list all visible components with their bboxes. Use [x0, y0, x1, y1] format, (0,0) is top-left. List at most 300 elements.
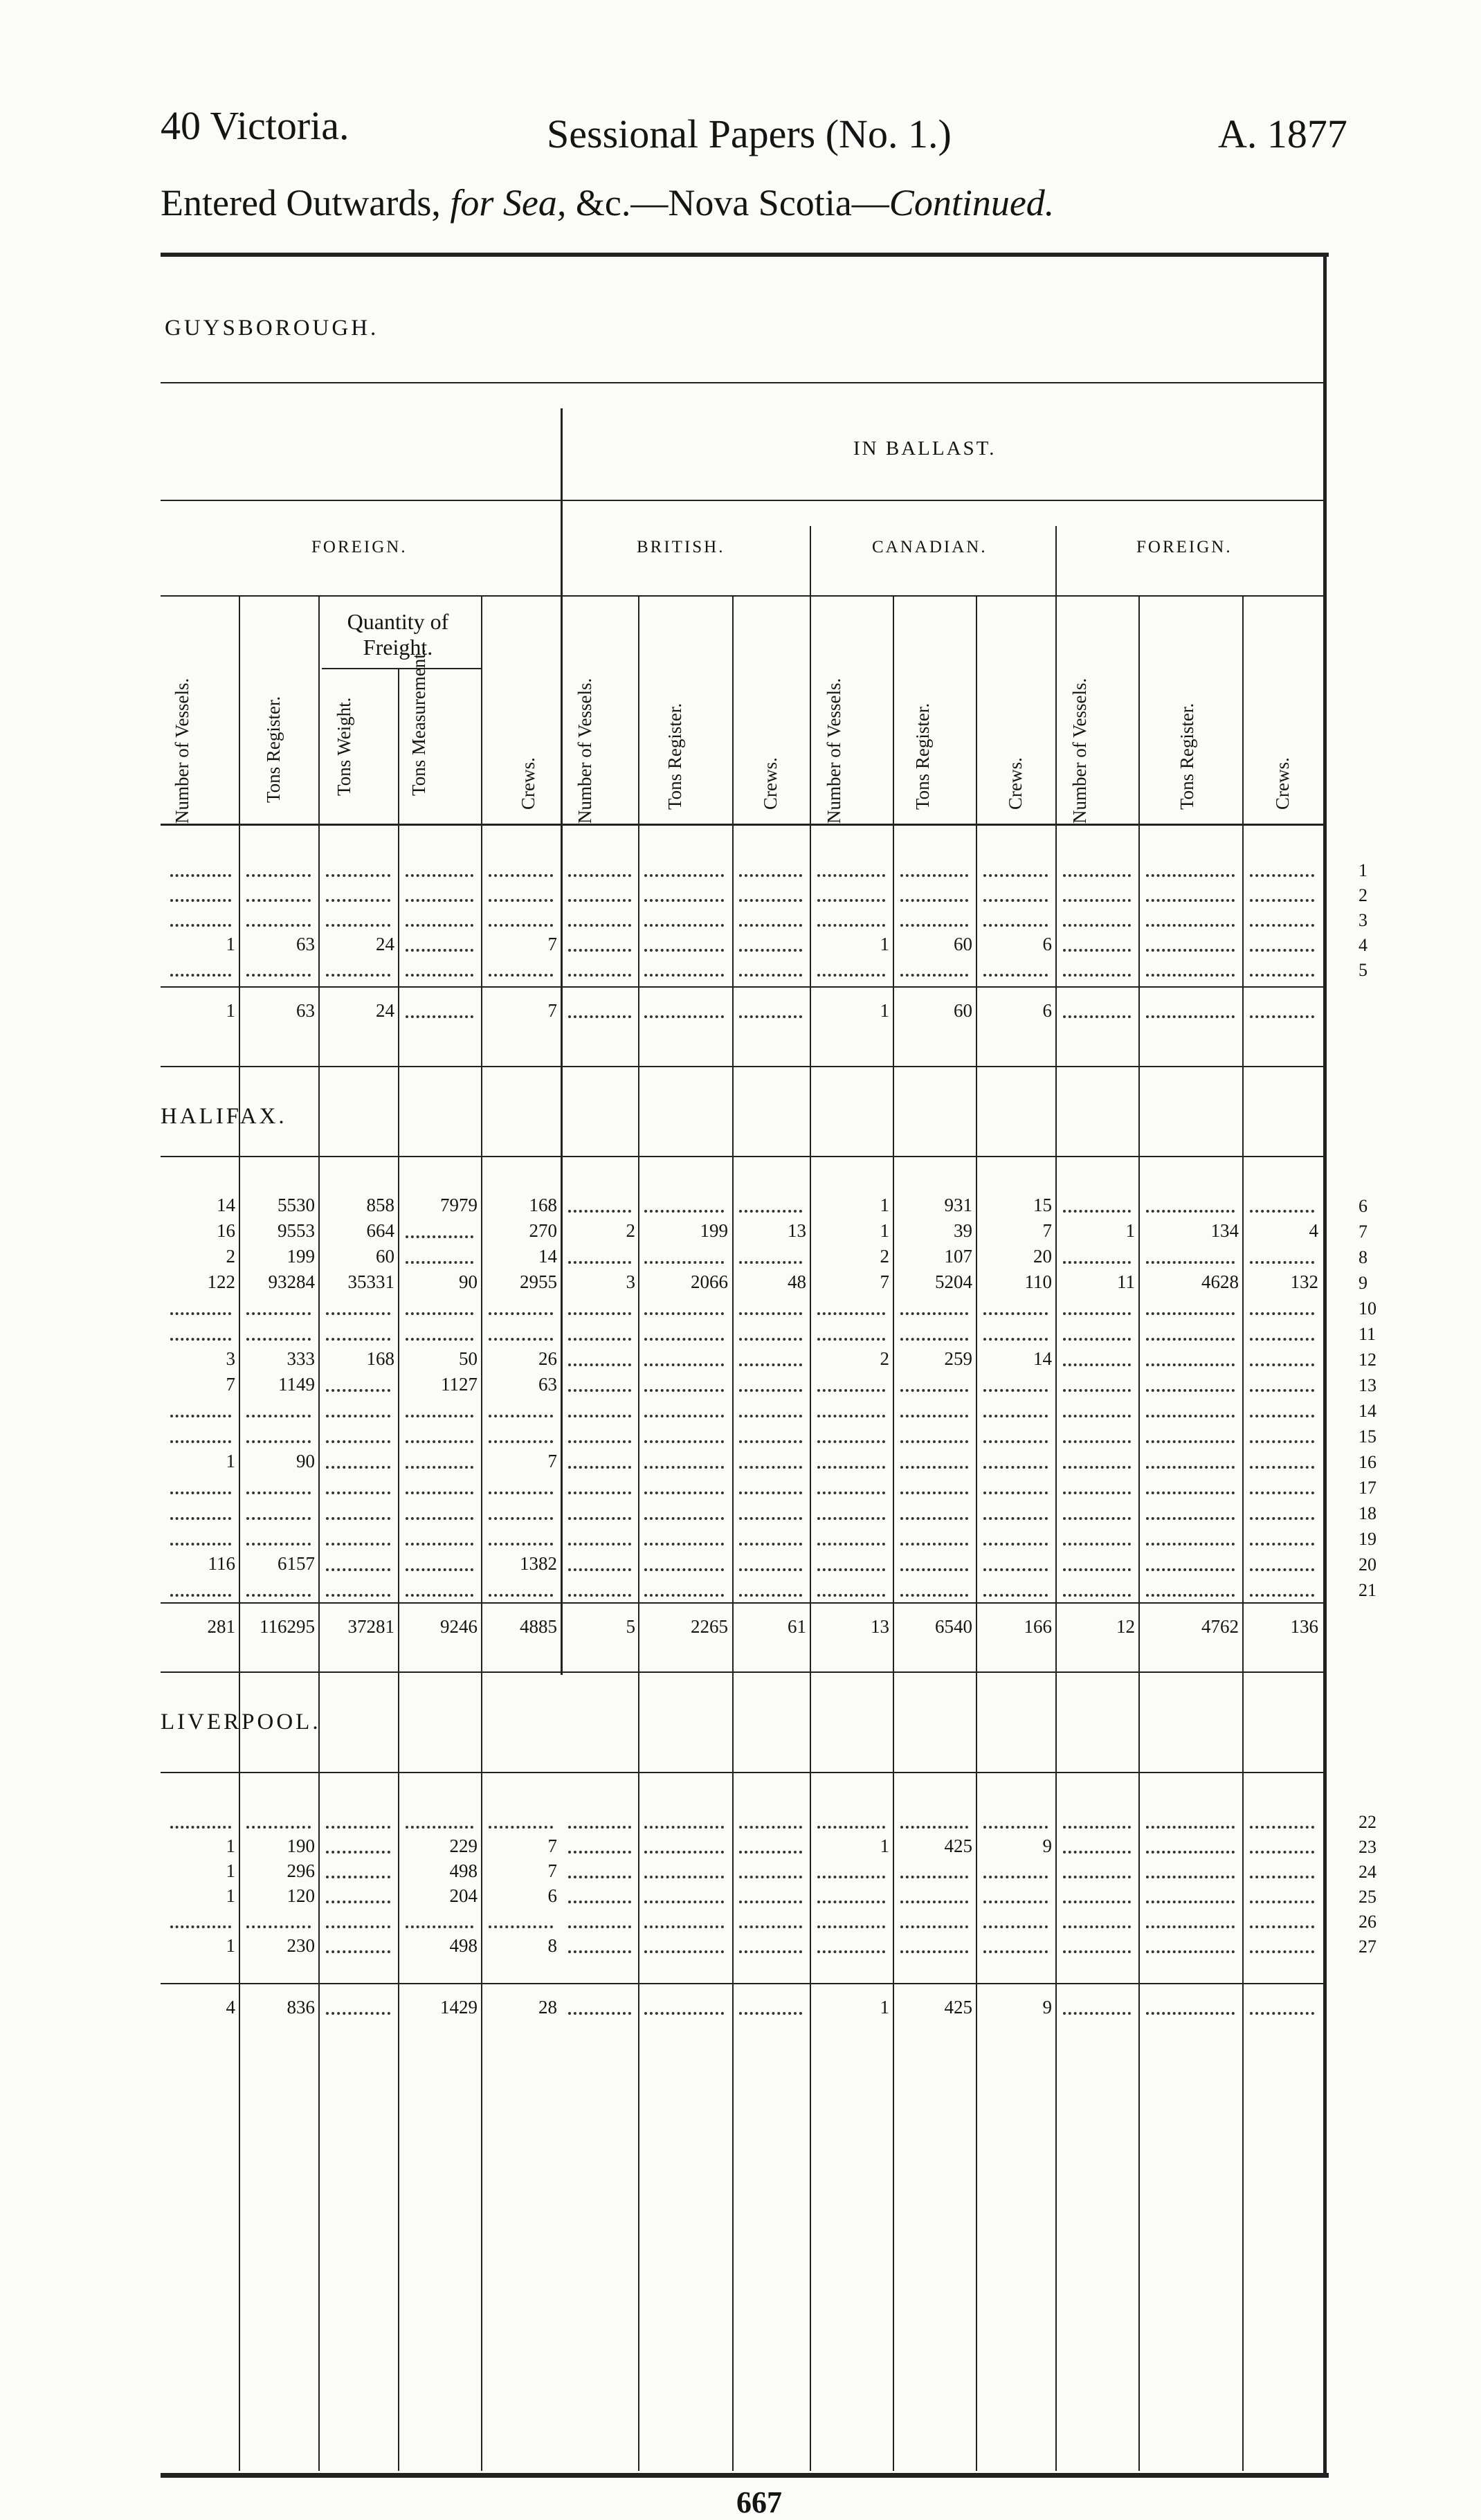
- leader-dots: [817, 974, 885, 977]
- line-number: 26: [1359, 1912, 1376, 1932]
- leader-dots: [983, 1901, 1048, 1903]
- table-cell: 26: [538, 1348, 557, 1369]
- leader-dots: [568, 1568, 631, 1571]
- leader-dots: [900, 1415, 968, 1417]
- col-crews-foreign: Crews.: [1272, 757, 1293, 810]
- leader-dots: [1063, 1312, 1131, 1315]
- leader-dots: [1250, 1876, 1314, 1878]
- leader-dots: [489, 1415, 553, 1417]
- total-cell: 1429: [440, 1997, 478, 2018]
- leader-dots: [326, 1876, 390, 1878]
- leader-dots: [739, 1517, 802, 1520]
- leader-dots: [170, 1312, 231, 1315]
- leader-dots: [1063, 899, 1131, 902]
- leader-dots: [983, 1543, 1048, 1545]
- leader-dots: [246, 1925, 311, 1928]
- leader-dots: [1063, 1363, 1131, 1366]
- leader-dots: [406, 1594, 473, 1597]
- col-line: [976, 595, 977, 2471]
- line-number: 9: [1359, 1273, 1368, 1293]
- col-line: [398, 668, 399, 2471]
- leader-dots: [644, 2012, 724, 2015]
- line-number: 27: [1359, 1937, 1376, 1957]
- leader-dots: [900, 974, 968, 977]
- leader-dots: [568, 1312, 631, 1315]
- leader-dots: [406, 1826, 473, 1829]
- table-cell: 6: [1042, 934, 1052, 954]
- table-cell: 1: [226, 1860, 235, 1881]
- total-cell: 425: [944, 1997, 972, 2018]
- leader-dots: [644, 1925, 724, 1928]
- total-cell: 136: [1290, 1616, 1318, 1637]
- table-cell: 60: [376, 1246, 394, 1267]
- leader-dots: [326, 1925, 390, 1928]
- leader-dots: [983, 1568, 1048, 1571]
- leader-dots: [1146, 1261, 1235, 1264]
- table-cell: 296: [287, 1860, 315, 1881]
- leader-dots: [644, 1901, 724, 1903]
- table-cell: 1: [226, 934, 235, 954]
- leader-dots: [1250, 1015, 1314, 1018]
- leader-dots: [644, 1389, 724, 1392]
- leader-dots: [1063, 1543, 1131, 1545]
- leader-dots: [644, 1492, 724, 1494]
- total-cell: 12: [1116, 1616, 1135, 1637]
- table-cell: 3: [226, 1348, 235, 1369]
- col-num-vessels-british: Number of Vessels.: [574, 678, 595, 824]
- table-cell: 1: [226, 1885, 235, 1906]
- total-cell: 28: [538, 1997, 557, 2018]
- leader-dots: [326, 1338, 390, 1341]
- table-cell: 9: [1042, 1835, 1052, 1856]
- leader-dots: [1063, 1261, 1131, 1264]
- leader-dots: [406, 1415, 473, 1417]
- leader-dots: [644, 874, 724, 877]
- table-cell: 2955: [520, 1271, 557, 1292]
- leader-dots: [246, 1312, 311, 1315]
- table-cell: 16: [217, 1220, 235, 1241]
- leader-dots: [817, 1312, 885, 1315]
- line-number: 16: [1359, 1452, 1376, 1472]
- leader-dots: [900, 1338, 968, 1341]
- leader-dots: [170, 1517, 231, 1520]
- leader-dots: [326, 1389, 390, 1392]
- leader-dots: [568, 1015, 631, 1018]
- band-foreign: FOREIGN.: [311, 538, 408, 556]
- leader-dots: [326, 1466, 390, 1469]
- leader-dots: [1250, 1492, 1314, 1494]
- leader-dots: [983, 1338, 1048, 1341]
- col-qty-freight: Quantity of Freight.: [347, 609, 449, 660]
- col-crews: Crews.: [518, 757, 538, 810]
- leader-dots: [739, 949, 802, 952]
- leader-dots: [1250, 1312, 1314, 1315]
- leader-dots: [568, 1389, 631, 1392]
- leader-dots: [900, 874, 968, 877]
- leader-dots: [983, 1466, 1048, 1469]
- total-cell: 166: [1024, 1616, 1052, 1637]
- leader-dots: [568, 1261, 631, 1264]
- table-cell: 6157: [278, 1553, 315, 1574]
- table-cell: 107: [944, 1246, 972, 1267]
- leader-dots: [406, 1466, 473, 1469]
- leader-dots: [406, 1568, 473, 1571]
- line-number: 5: [1359, 960, 1368, 980]
- leader-dots: [900, 1568, 968, 1571]
- leader-dots: [1146, 1950, 1235, 1953]
- total-cell: 37281: [347, 1616, 394, 1637]
- leader-dots: [326, 974, 390, 977]
- line-number: 17: [1359, 1478, 1376, 1498]
- leader-dots: [326, 1543, 390, 1545]
- leader-dots: [326, 1415, 390, 1417]
- leader-dots: [817, 1950, 885, 1953]
- leader-dots: [983, 1950, 1048, 1953]
- leader-dots: [1146, 1363, 1235, 1366]
- leader-dots: [1146, 1312, 1235, 1315]
- table-cell: 13: [788, 1220, 806, 1241]
- total-cell: 24: [376, 1000, 394, 1021]
- leader-dots: [739, 1594, 802, 1597]
- leader-dots: [817, 1901, 885, 1903]
- leader-dots: [1063, 1826, 1131, 1829]
- leader-dots: [406, 1925, 473, 1928]
- leader-dots: [1063, 1210, 1131, 1213]
- col-line: [1055, 526, 1057, 2471]
- leader-dots: [326, 1901, 390, 1903]
- leader-dots: [1146, 1901, 1235, 1903]
- col-line: [481, 595, 482, 2471]
- leader-dots: [489, 1543, 553, 1545]
- table-cell: 39: [954, 1220, 972, 1241]
- leader-dots: [326, 2012, 390, 2015]
- band-british: BRITISH.: [637, 538, 725, 556]
- title-part-d: &c.—Nova Scotia—: [575, 182, 889, 224]
- table-cell: 60: [954, 934, 972, 954]
- col-crews-british: Crews.: [760, 757, 781, 810]
- leader-dots: [900, 1925, 968, 1928]
- leader-dots: [1063, 1901, 1131, 1903]
- col-tons-register-foreign: Tons Register.: [1176, 702, 1197, 810]
- leader-dots: [1063, 1338, 1131, 1341]
- leader-dots: [406, 1517, 473, 1520]
- leader-dots: [644, 1543, 724, 1545]
- leader-dots: [644, 974, 724, 977]
- leader-dots: [326, 899, 390, 902]
- rule: [161, 382, 1323, 383]
- leader-dots: [1250, 1415, 1314, 1417]
- total-cell: 13: [871, 1616, 889, 1637]
- leader-dots: [406, 974, 473, 977]
- leader-dots: [406, 1338, 473, 1341]
- leader-dots: [983, 1389, 1048, 1392]
- leader-dots: [817, 1466, 885, 1469]
- table-cell: 229: [449, 1835, 478, 1856]
- table-cell: 7: [547, 1835, 557, 1856]
- title-part-c: Sea,: [502, 182, 567, 224]
- leader-dots: [1250, 1210, 1314, 1213]
- total-cell: 116295: [260, 1616, 315, 1637]
- table-cell: 50: [459, 1348, 478, 1369]
- total-cell: 281: [207, 1616, 235, 1637]
- leader-dots: [1063, 974, 1131, 977]
- line-number: 4: [1359, 935, 1368, 955]
- leader-dots: [1250, 949, 1314, 952]
- leader-dots: [1146, 1568, 1235, 1571]
- rule: [161, 595, 1323, 597]
- leader-dots: [489, 1594, 553, 1597]
- col-line: [732, 595, 734, 2471]
- leader-dots: [900, 1466, 968, 1469]
- table-cell: 259: [944, 1348, 972, 1369]
- table-cell: 122: [207, 1271, 235, 1292]
- leader-dots: [739, 1826, 802, 1829]
- line-number: 19: [1359, 1529, 1376, 1549]
- table-cell: 93284: [268, 1271, 315, 1292]
- leader-dots: [983, 899, 1048, 902]
- table-cell: 270: [529, 1220, 557, 1241]
- line-number: 18: [1359, 1503, 1376, 1523]
- leader-dots: [817, 899, 885, 902]
- leader-dots: [900, 1492, 968, 1494]
- ballast-divider: [561, 408, 563, 1675]
- leader-dots: [739, 1210, 802, 1213]
- table-cell: 1: [880, 934, 889, 954]
- total-cell: 6540: [935, 1616, 972, 1637]
- leader-dots: [170, 1543, 231, 1545]
- total-cell: 1: [880, 1997, 889, 2018]
- leader-dots: [1146, 1492, 1235, 1494]
- table-cell: 20: [1033, 1246, 1052, 1267]
- leader-dots: [1146, 1015, 1235, 1018]
- leader-dots: [568, 1492, 631, 1494]
- section-title-liverpool: LIVERPOOL.: [161, 1710, 321, 1734]
- leader-dots: [170, 1338, 231, 1341]
- leader-dots: [326, 1594, 390, 1597]
- leader-dots: [1063, 874, 1131, 877]
- leader-dots: [739, 974, 802, 977]
- leader-dots: [1250, 1901, 1314, 1903]
- leader-dots: [568, 1901, 631, 1903]
- leader-dots: [644, 1312, 724, 1315]
- leader-dots: [644, 1517, 724, 1520]
- table-cell: 199: [287, 1246, 315, 1267]
- table-cell: 132: [1290, 1271, 1318, 1292]
- leader-dots: [1146, 1440, 1235, 1443]
- col-num-vessels: Number of Vessels.: [172, 678, 192, 824]
- leader-dots: [170, 1492, 231, 1494]
- table-cell: 1: [226, 1835, 235, 1856]
- leader-dots: [739, 1466, 802, 1469]
- leader-dots: [489, 974, 553, 977]
- table-cell: 498: [449, 1860, 478, 1881]
- leader-dots: [246, 1492, 311, 1494]
- leader-dots: [817, 874, 885, 877]
- leader-dots: [246, 924, 311, 927]
- table-cell: 2: [626, 1220, 635, 1241]
- col-tons-register-british: Tons Register.: [664, 702, 685, 810]
- leader-dots: [326, 1440, 390, 1443]
- leader-dots: [246, 1415, 311, 1417]
- title-part-e: Continued.: [889, 182, 1055, 224]
- leader-dots: [1146, 1851, 1235, 1853]
- leader-dots: [406, 1543, 473, 1545]
- leader-dots: [983, 1594, 1048, 1597]
- total-cell: 5: [626, 1616, 635, 1637]
- leader-dots: [246, 1826, 311, 1829]
- table-cell: 1382: [520, 1553, 557, 1574]
- leader-dots: [983, 924, 1048, 927]
- leader-dots: [1063, 1925, 1131, 1928]
- bottom-rule: [161, 2473, 1329, 2478]
- header-right: A. 1877: [1218, 111, 1347, 156]
- leader-dots: [739, 1492, 802, 1494]
- leader-dots: [739, 1851, 802, 1853]
- rule: [161, 1772, 1323, 1773]
- leader-dots: [246, 1440, 311, 1443]
- table-cell: 204: [449, 1885, 478, 1906]
- band-in-ballast: IN BALLAST.: [853, 437, 997, 460]
- leader-dots: [644, 1594, 724, 1597]
- page-number: 667: [736, 2485, 782, 2519]
- leader-dots: [1146, 1826, 1235, 1829]
- table-cell: 14: [217, 1195, 235, 1215]
- leader-dots: [983, 1415, 1048, 1417]
- table-cell: 110: [1024, 1271, 1052, 1292]
- leader-dots: [900, 1312, 968, 1315]
- leader-dots: [1063, 1466, 1131, 1469]
- leader-dots: [739, 924, 802, 927]
- line-number: 8: [1359, 1247, 1368, 1267]
- leader-dots: [568, 1466, 631, 1469]
- leader-dots: [170, 1594, 231, 1597]
- leader-dots: [170, 1440, 231, 1443]
- leader-dots: [739, 1568, 802, 1571]
- col-crews-canadian: Crews.: [1005, 757, 1026, 810]
- leader-dots: [900, 1950, 968, 1953]
- table-cell: 14: [538, 1246, 557, 1267]
- leader-dots: [326, 874, 390, 877]
- leader-dots: [739, 1876, 802, 1878]
- title-part-a: Entered Outwards,: [161, 182, 441, 224]
- line-number: 11: [1359, 1324, 1376, 1344]
- leader-dots: [1250, 924, 1314, 927]
- table-cell: 7: [547, 1451, 557, 1471]
- table-cell: 63: [538, 1374, 557, 1395]
- leader-dots: [1250, 2012, 1314, 2015]
- table-cell: 4: [1309, 1220, 1318, 1241]
- leader-dots: [489, 874, 553, 877]
- leader-dots: [644, 1568, 724, 1571]
- col-line: [810, 526, 811, 2471]
- leader-dots: [739, 1415, 802, 1417]
- total-rule: [161, 1602, 1323, 1604]
- leader-dots: [739, 2012, 802, 2015]
- leader-dots: [1250, 1543, 1314, 1545]
- table-cell: 2066: [691, 1271, 728, 1292]
- leader-dots: [817, 1826, 885, 1829]
- leader-dots: [817, 924, 885, 927]
- leader-dots: [644, 1363, 724, 1366]
- leader-dots: [1250, 1594, 1314, 1597]
- leader-dots: [1063, 1568, 1131, 1571]
- table-cell: 7: [547, 1860, 557, 1881]
- table-cell: 858: [366, 1195, 394, 1215]
- leader-dots: [568, 899, 631, 902]
- leader-dots: [900, 1901, 968, 1903]
- line-number: 20: [1359, 1554, 1376, 1575]
- leader-dots: [900, 1876, 968, 1878]
- total-cell: 4: [226, 1997, 235, 2018]
- leader-dots: [900, 924, 968, 927]
- rule: [161, 1671, 1323, 1673]
- leader-dots: [1063, 1876, 1131, 1878]
- leader-dots: [1250, 1440, 1314, 1443]
- leader-dots: [406, 949, 473, 952]
- leader-dots: [1063, 1389, 1131, 1392]
- leader-dots: [568, 1415, 631, 1417]
- leader-dots: [406, 1312, 473, 1315]
- leader-dots: [568, 1210, 631, 1213]
- leader-dots: [246, 1543, 311, 1545]
- table-cell: 90: [459, 1271, 478, 1292]
- leader-dots: [1146, 1543, 1235, 1545]
- leader-dots: [326, 1851, 390, 1853]
- leader-dots: [644, 1210, 724, 1213]
- leader-dots: [489, 1338, 553, 1341]
- leader-dots: [246, 1338, 311, 1341]
- table-cell: 333: [287, 1348, 315, 1369]
- table-cell: 664: [366, 1220, 394, 1241]
- leader-dots: [1250, 1389, 1314, 1392]
- col-line: [318, 595, 320, 2471]
- table-cell: 11: [1117, 1271, 1135, 1292]
- table-cell: 7: [880, 1271, 889, 1292]
- table-cell: 1127: [441, 1374, 478, 1395]
- leader-dots: [246, 974, 311, 977]
- leader-dots: [983, 1517, 1048, 1520]
- leader-dots: [644, 949, 724, 952]
- table-cell: 1149: [278, 1374, 315, 1395]
- col-tons-register: Tons Register.: [263, 696, 284, 803]
- leader-dots: [739, 1440, 802, 1443]
- leader-dots: [170, 1925, 231, 1928]
- leader-dots: [983, 1440, 1048, 1443]
- table-cell: 1: [226, 1451, 235, 1471]
- col-tons-weight: Tons Weight.: [334, 697, 354, 796]
- leader-dots: [983, 874, 1048, 877]
- leader-dots: [644, 1261, 724, 1264]
- table-cell: 2: [226, 1246, 235, 1267]
- total-cell: 9: [1042, 1997, 1052, 2018]
- leader-dots: [1146, 1338, 1235, 1341]
- leader-dots: [817, 1389, 885, 1392]
- table-cell: 63: [296, 934, 315, 954]
- band-foreign-ballast: FOREIGN.: [1136, 538, 1233, 556]
- table-cell: 199: [700, 1220, 728, 1241]
- leader-dots: [568, 1826, 631, 1829]
- line-number: 15: [1359, 1426, 1376, 1447]
- table-cell: 5530: [278, 1195, 315, 1215]
- table-cell: 3: [626, 1271, 635, 1292]
- table-cell: 168: [529, 1195, 557, 1215]
- line-number: 10: [1359, 1298, 1376, 1318]
- total-cell: 61: [788, 1616, 806, 1637]
- total-cell: 1: [226, 1000, 235, 1021]
- table-cell: 2: [880, 1246, 889, 1267]
- leader-dots: [1250, 874, 1314, 877]
- leader-dots: [406, 1235, 473, 1238]
